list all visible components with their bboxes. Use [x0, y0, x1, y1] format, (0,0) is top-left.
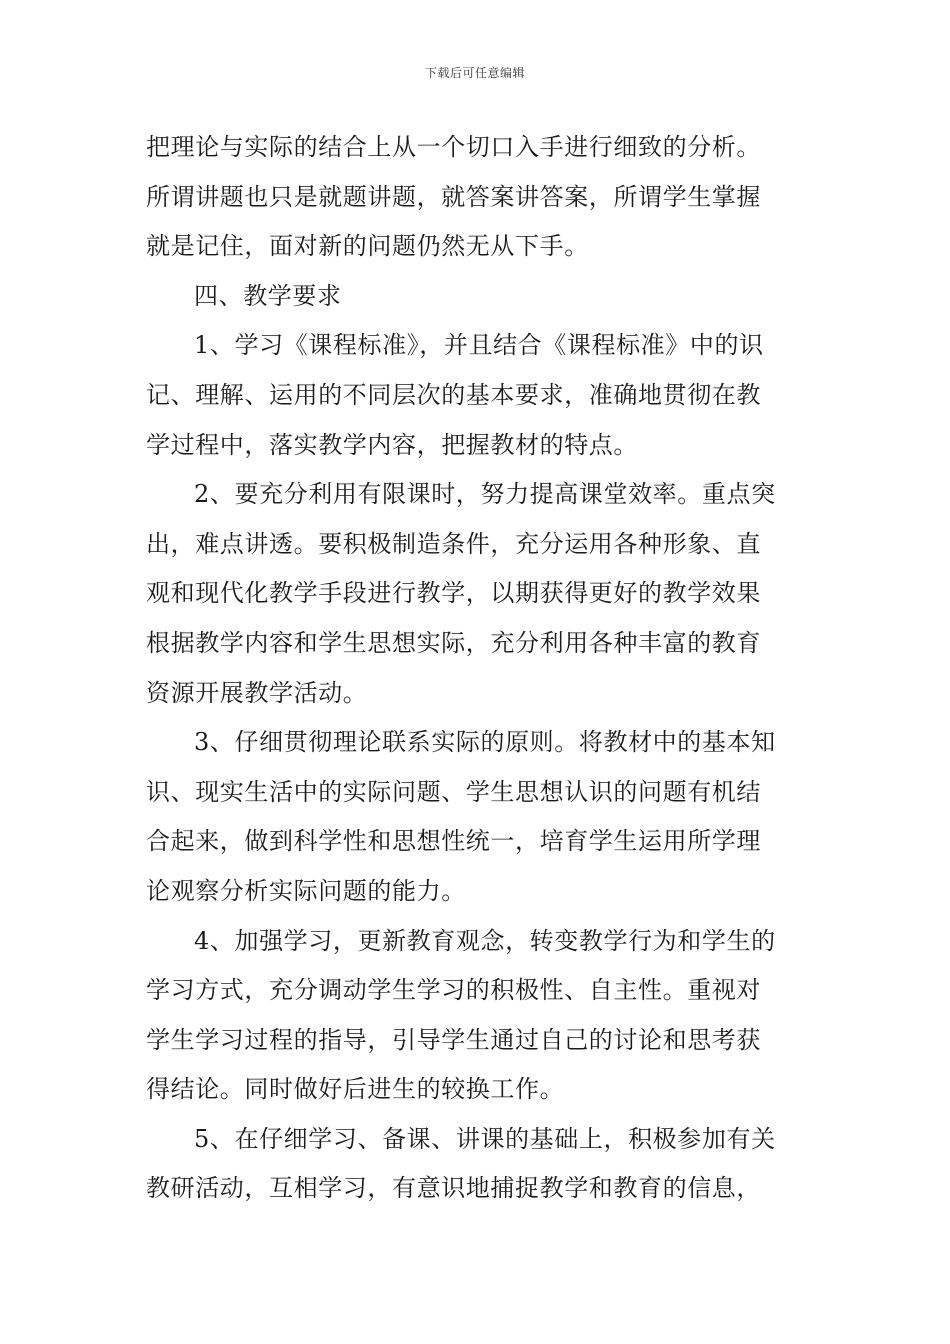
text-line: 记、理解、运用的不同层次的基本要求，准确地贯彻在教 [146, 380, 761, 409]
text-line: 得结论。同时做好后进生的较换工作。 [146, 1075, 565, 1104]
page-header: 下载后可任意编辑 [424, 66, 525, 80]
section-heading: 四、教学要求 [194, 281, 342, 310]
text-line: 根据教学内容和学生思想实际，充分利用各种丰富的教育 [146, 628, 761, 657]
text-line: 5、在仔细学习、备课、讲课的基础上，积极参加有关 [194, 1124, 776, 1153]
text-line: 识、现实生活中的实际问题、学生思想认识的问题有机结 [146, 777, 761, 806]
document-body [146, 123, 810, 1214]
text-line: 观和现代化教学手段进行教学，以期获得更好的教学效果 [146, 579, 761, 608]
text-line: 1、学习《课程标准》，并且结合《课程标准》中的识 [194, 331, 764, 360]
text-line: 教研活动，互相学习，有意识地捕捉教学和教育的信息， [146, 1174, 761, 1203]
text-line: 出，难点讲透。要积极制造条件，充分运用各种形象、直 [146, 529, 761, 558]
text-line: 4、加强学习，更新教育观念，转变教学行为和学生的 [194, 926, 776, 955]
text-line: 论观察分析实际问题的能力。 [146, 876, 466, 905]
text-line: 学生学习过程的指导，引导学生通过自己的讨论和思考获 [146, 1025, 761, 1054]
text-line: 学习方式，充分调动学生学习的积极性、自主性。重视对 [146, 976, 761, 1005]
text-line: 3、仔细贯彻理论联系实际的原则。将教材中的基本知 [194, 728, 776, 757]
text-line: 把理论与实际的结合上从一个切口入手进行细致的分析。 [146, 133, 761, 161]
text-line: 所谓讲题也只是就题讲题，就答案讲答案，所谓学生掌握 [146, 182, 761, 211]
text-line: 学过程中，落实教学内容，把握教材的特点。 [146, 430, 638, 459]
text-line: 资源开展教学活动。 [146, 678, 368, 707]
text-line: 合起来，做到科学性和思想性统一，培育学生运用所学理 [146, 827, 761, 856]
text-line: 就是记住，面对新的问题仍然无从下手。 [146, 232, 589, 261]
text-line: 2、要充分利用有限课时，努力提高课堂效率。重点突 [194, 480, 776, 509]
